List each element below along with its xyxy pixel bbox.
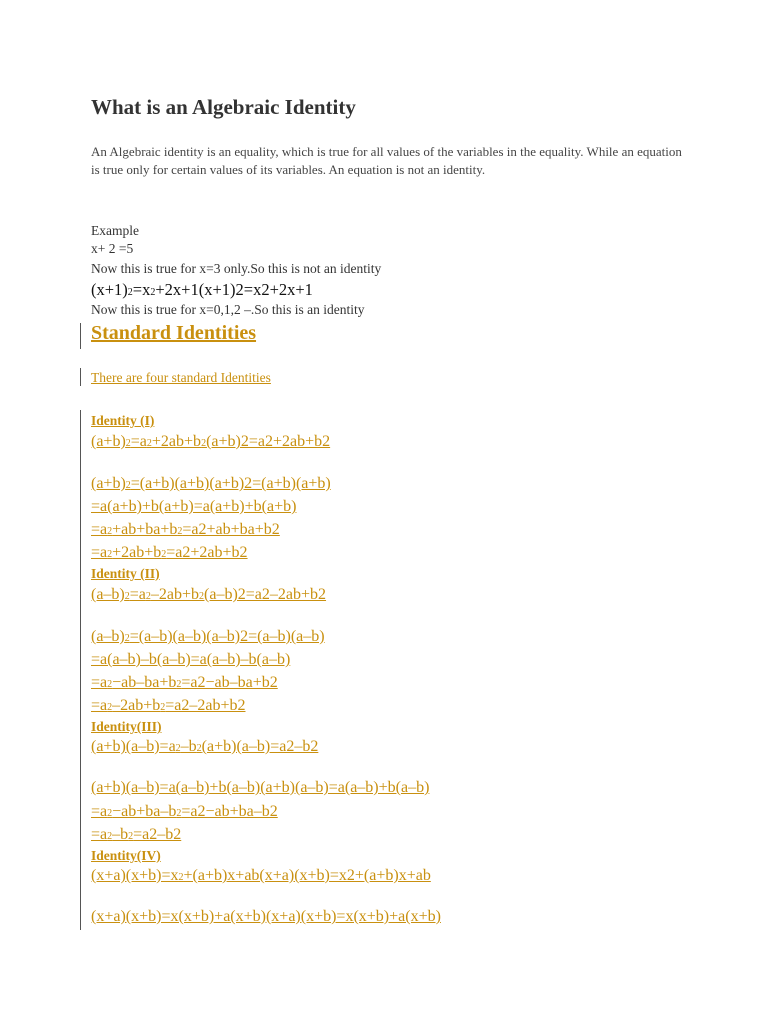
- eq-part: +2x+1(x+1)2=x2+2x+1: [155, 280, 313, 299]
- identity-1-step-1[interactable]: [91, 475, 331, 493]
- eq-part: =a: [91, 803, 108, 820]
- eq-sub: 2: [125, 438, 131, 449]
- eq-part: (a+b)2=a2+2ab+b2: [206, 433, 331, 450]
- edit-bar: [80, 410, 81, 930]
- eq-part: (a+b): [91, 433, 126, 450]
- eq-sub: 2: [176, 808, 182, 819]
- eq-part: =a2−ab–ba+b2: [181, 674, 278, 691]
- eq-part: –b: [112, 826, 129, 843]
- eq-part: =a2–2ab+b2: [165, 697, 246, 714]
- identity-3-main[interactable]: [91, 738, 318, 756]
- identity-1-step-3[interactable]: [91, 521, 280, 539]
- eq-part: =a: [130, 433, 147, 450]
- identity-1-step-4[interactable]: [91, 544, 248, 562]
- eq-part: –2ab+b: [112, 697, 161, 714]
- eq-part: =a: [91, 544, 108, 561]
- example-label: Example: [91, 223, 139, 238]
- not-identity-note: Now this is true for x=3 only.So this is not an identity: [91, 261, 382, 276]
- identity-example-equation: [91, 280, 313, 300]
- eq-part: (a+b)(a–b)=a: [91, 738, 176, 755]
- identity-4-main[interactable]: [91, 867, 431, 885]
- identity-note: Now this is true for x=0,1,2 –.So this is an identity: [91, 302, 365, 317]
- eq-sub: 2: [160, 702, 166, 713]
- identity-3-step-3[interactable]: [91, 826, 181, 844]
- identity-2-step-4[interactable]: [91, 697, 246, 715]
- eq-sub: 2: [107, 526, 113, 537]
- eq-sub: 2: [124, 633, 130, 644]
- eq-part: (a+b): [91, 475, 126, 492]
- eq-sub: 2: [177, 526, 183, 537]
- identity-2-label[interactable]: Identity (II): [91, 566, 160, 581]
- eq-part: +2ab+b: [151, 433, 202, 450]
- eq-sub: 2: [178, 872, 184, 883]
- eq-part: =a(a+b)+b(a+b)=a(a+b)+b(a+b): [91, 498, 297, 515]
- eq-sub: 2: [124, 591, 130, 602]
- identity-2-main[interactable]: [91, 586, 326, 604]
- eq-sub: 2: [125, 480, 131, 491]
- eq-sub: 2: [107, 808, 113, 819]
- eq-part: =(a–b)(a–b)(a–b)2=(a–b)(a–b): [129, 628, 325, 645]
- eq-sub: 2: [146, 438, 152, 449]
- eq-part: (a+b)(a–b)=a2–b2: [201, 738, 319, 755]
- eq-part: (a–b): [91, 586, 125, 603]
- standard-identities-intro[interactable]: There are four standard Identities: [91, 370, 271, 385]
- eq-part: −ab–ba+b: [112, 674, 177, 691]
- eq-part: =a2+2ab+b2: [166, 544, 248, 561]
- eq-sub: 2: [107, 549, 113, 560]
- eq-part: (x+a)(x+b)=x: [91, 867, 179, 884]
- example-equation: x+ 2 =5: [91, 241, 134, 256]
- eq-part: =a2−ab+ba–b2: [181, 803, 278, 820]
- identity-3-step-2[interactable]: [91, 803, 278, 821]
- identity-4-label[interactable]: Identity(IV): [91, 848, 161, 863]
- eq-sub: 2: [199, 591, 205, 602]
- identity-4-step-1[interactable]: [91, 908, 441, 926]
- eq-sub: 2: [107, 702, 113, 713]
- eq-part: =a(a–b)–b(a–b)=a(a–b)–b(a–b): [91, 651, 291, 668]
- eq-part: =a: [129, 586, 146, 603]
- eq-part: (x+1): [91, 280, 128, 299]
- eq-part: =a: [91, 826, 108, 843]
- eq-sub: 2: [127, 287, 133, 298]
- eq-part: =a: [91, 674, 108, 691]
- eq-part: =a: [91, 521, 108, 538]
- page-title: What is an Algebraic Identity: [91, 95, 356, 119]
- eq-sub: 2: [176, 679, 182, 690]
- identity-1-main[interactable]: [91, 433, 330, 451]
- identity-2-step-2[interactable]: [91, 651, 290, 669]
- eq-sub: 2: [107, 679, 113, 690]
- eq-sub: 2: [150, 287, 156, 298]
- edit-bar: [80, 323, 81, 349]
- eq-sub: 2: [128, 831, 134, 842]
- eq-sub: 2: [201, 438, 207, 449]
- eq-sub: 2: [175, 743, 181, 754]
- eq-sub: 2: [161, 549, 167, 560]
- eq-part: =a2+ab+ba+b2: [182, 521, 280, 538]
- identity-1-step-2[interactable]: [91, 498, 296, 516]
- eq-part: +2ab+b: [112, 544, 162, 561]
- eq-part: +ab+ba+b: [112, 521, 178, 538]
- edit-bar: [80, 368, 81, 386]
- eq-part: =a2–b2: [133, 826, 182, 843]
- eq-part: –b: [180, 738, 197, 755]
- eq-part: =(a+b)(a+b)(a+b)2=(a+b)(a+b): [130, 475, 331, 492]
- eq-part: (a+b)(a–b)=a(a–b)+b(a–b)(a+b)(a–b)=a(a–b)+b(a–b): [91, 779, 430, 796]
- eq-part: +(a+b)x+ab(x+a)(x+b)=x2+(a+b)x+ab: [183, 867, 431, 884]
- identity-1-label[interactable]: Identity (I): [91, 413, 155, 428]
- eq-part: (x+a)(x+b)=x(x+b)+a(x+b)(x+a)(x+b)=x(x+b)+a(x+b): [91, 908, 441, 925]
- identity-2-step-1[interactable]: [91, 628, 325, 646]
- eq-sub: 2: [196, 743, 202, 754]
- eq-part: =x: [132, 280, 151, 299]
- eq-part: –2ab+b: [150, 586, 200, 603]
- identity-2-step-3[interactable]: [91, 674, 278, 692]
- eq-part: −ab+ba–b: [112, 803, 177, 820]
- eq-sub: 2: [107, 831, 113, 842]
- eq-part: (a–b): [91, 628, 125, 645]
- eq-part: (a–b)2=a2–2ab+b2: [204, 586, 327, 603]
- standard-identities-heading[interactable]: Standard Identities: [91, 322, 257, 344]
- intro-paragraph: An Algebraic identity is an equality, which is true for all values of the variables in the equality. While an equation is true only for certain values of its variables. An equation is not an identity.: [91, 144, 682, 177]
- eq-sub: 2: [145, 591, 151, 602]
- eq-part: =a: [91, 697, 108, 714]
- identity-3-label[interactable]: Identity(III): [91, 719, 162, 734]
- identity-3-step-1[interactable]: [91, 779, 429, 797]
